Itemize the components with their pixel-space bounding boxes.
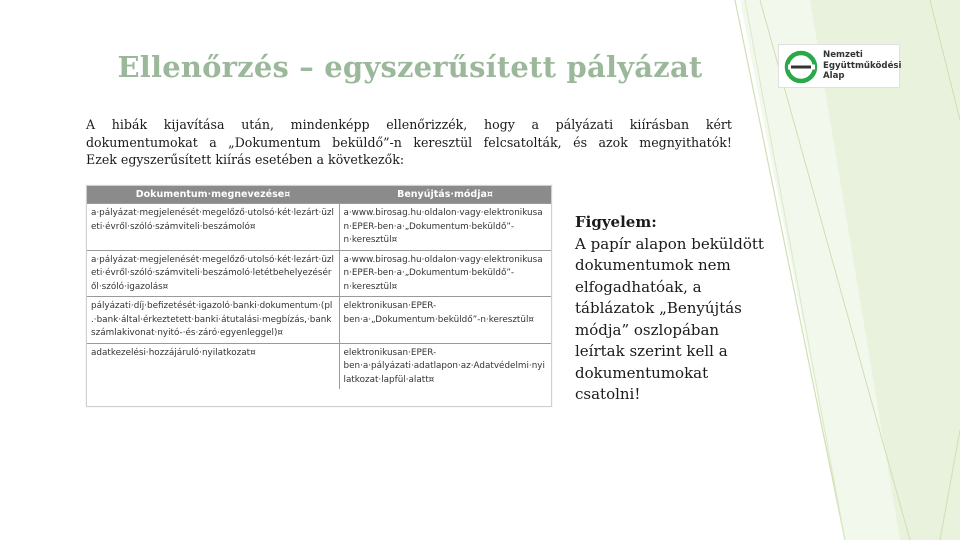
note-line: elfogadhatóak, a [575, 277, 702, 296]
table-row [87, 204, 551, 251]
nea-logo-icon [783, 49, 819, 85]
attention-note [575, 212, 785, 406]
note-line: módja” oszlopában [575, 320, 720, 339]
cell-method: a·www.birosag.hu·oldalon·vagy·elektronikusan·EPER-ben·a·„Dokumentum·beküldő”-n·keresztül¤ [339, 250, 551, 297]
cell-document: a·pályázat·megjelenését·megelőző·utolsó·két·lezárt·üzleti·évről·szóló·számviteli·beszámoló¤ [87, 204, 339, 251]
table-row [87, 250, 551, 297]
document-requirements-table [86, 185, 552, 407]
cell-document: a·pályázat·megjelenését·megelőző·utolsó·két·lezárt·üzleti·évről·szóló·számviteli·beszámoló·letétbehelyezéséről·szóló·igazolás¤ [87, 250, 339, 297]
column-header-document: Dokumentum·megnevezése¤ [87, 186, 339, 204]
note-line: leírtak szerint kell a [575, 342, 728, 360]
logo-line: Nemzeti [823, 50, 863, 60]
intro-line: Ezek egyszerűsített kiírás esetében a következők: [86, 152, 405, 167]
cell-method: elektronikusan·EPER-ben·a·pályázati·adatlapon·az·Adatvédelmi·nyilatkozat·lapfül·alatt¤ [339, 343, 551, 389]
note-line: A papír alapon beküldött [575, 234, 764, 253]
cell-document: pályázati·díj·befizetését·igazoló·banki·dokumentum·(pl.·bank·által·érkeztetett·banki·átutalási·megbízás,·bankszámlakivonat·nyitó-·és·záró·egyenleggel)¤ [87, 297, 339, 344]
nea-logo-text [823, 50, 901, 82]
note-line: dokumentumokat [575, 363, 709, 382]
note-line: táblázatok „Benyújtás [575, 299, 742, 317]
nea-logo [778, 44, 900, 88]
cell-method: elektronikusan·EPER-ben·a·„Dokumentum·beküldő”-n·keresztül¤ [339, 297, 551, 344]
logo-line: Együttműködési [823, 60, 902, 71]
table-header-row [87, 186, 551, 204]
requirements-table [87, 186, 551, 389]
note-line: dokumentumok nem [575, 256, 731, 274]
slide-title: Ellenőrzés – egyszerűsített pályázat [117, 50, 703, 84]
intro-paragraph [86, 116, 732, 169]
cell-document: adatkezelési·hozzájáruló·nyilatkozat¤ [87, 343, 339, 389]
note-line: csatolni! [575, 385, 641, 403]
table-row [87, 297, 551, 344]
column-header-method: Benyújtás·módja¤ [339, 186, 551, 204]
intro-line: A hibák kijavítása után, mindenképp ellenőrizzék, hogy a pályázati kiírásban kért [86, 117, 732, 132]
logo-line: Alap [823, 71, 845, 81]
intro-line: dokumentumokat a „Dokumentum beküldő”-n keresztül felcsatolták, és azok megnyithatók! [86, 134, 732, 150]
table-row [87, 343, 551, 389]
cell-method: a·www.birosag.hu·oldalon·vagy·elektronikusan·EPER-ben·a·„Dokumentum·beküldő”-n·keresztül¤ [339, 204, 551, 251]
note-heading: Figyelem: [575, 213, 657, 231]
